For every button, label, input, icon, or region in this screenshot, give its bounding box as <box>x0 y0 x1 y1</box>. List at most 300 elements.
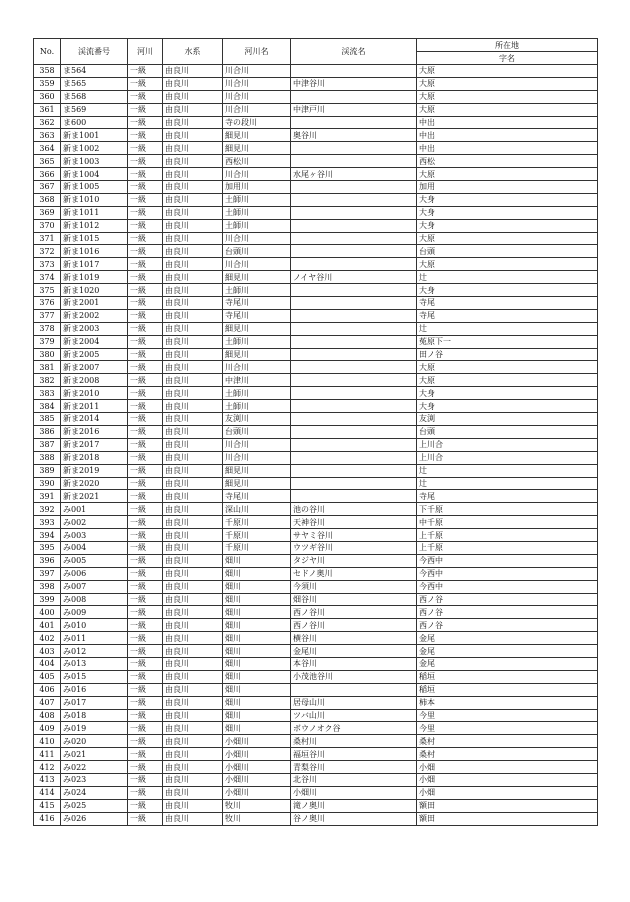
cell-stream-name: 水尾ヶ谷川 <box>291 168 417 181</box>
cell-stream-code: み004 <box>61 541 128 554</box>
cell-river-class: 一級 <box>128 748 163 761</box>
cell-river-name: 川合川 <box>223 451 291 464</box>
table-row <box>34 619 598 632</box>
cell-stream-code: 新ま2014 <box>61 413 128 426</box>
cell-river-class: 一級 <box>128 142 163 155</box>
cell-river-class: 一級 <box>128 490 163 503</box>
cell-stream-code: 新ま2003 <box>61 322 128 335</box>
cell-stream-code: ま564 <box>61 65 128 78</box>
cell-stream-name: 金尾川 <box>291 645 417 658</box>
cell-stream-name <box>291 245 417 258</box>
cell-stream-name <box>291 193 417 206</box>
cell-water-system: 由良川 <box>163 516 223 529</box>
cell-river-name: 友渕川 <box>223 413 291 426</box>
cell-river-class: 一級 <box>128 632 163 645</box>
cell-stream-name: 桑村川 <box>291 735 417 748</box>
cell-aza: 友渕 <box>417 413 598 426</box>
cell-stream-code: み006 <box>61 567 128 580</box>
cell-no: 391 <box>34 490 61 503</box>
cell-river-name: 畑川 <box>223 606 291 619</box>
cell-no: 405 <box>34 670 61 683</box>
cell-stream-name <box>291 683 417 696</box>
cell-stream-name <box>291 400 417 413</box>
table-row <box>34 632 598 645</box>
cell-stream-code: 新ま2007 <box>61 361 128 374</box>
cell-no: 392 <box>34 503 61 516</box>
table-row <box>34 271 598 284</box>
cell-water-system: 由良川 <box>163 619 223 632</box>
cell-stream-name: 小茂池谷川 <box>291 670 417 683</box>
cell-aza: 金尾 <box>417 645 598 658</box>
cell-water-system: 由良川 <box>163 219 223 232</box>
cell-river-class: 一級 <box>128 619 163 632</box>
cell-no: 403 <box>34 645 61 658</box>
cell-aza: 桑村 <box>417 735 598 748</box>
table-row <box>34 361 598 374</box>
cell-stream-code: 新ま1003 <box>61 155 128 168</box>
table-row <box>34 232 598 245</box>
cell-water-system: 由良川 <box>163 490 223 503</box>
cell-stream-name <box>291 348 417 361</box>
cell-river-name: 台頭川 <box>223 245 291 258</box>
cell-stream-code: 新ま2020 <box>61 477 128 490</box>
cell-river-class: 一級 <box>128 374 163 387</box>
cell-stream-code: み008 <box>61 593 128 606</box>
cell-no: 386 <box>34 425 61 438</box>
cell-river-class: 一級 <box>128 232 163 245</box>
cell-river-name: 細見川 <box>223 348 291 361</box>
cell-stream-name: 北谷川 <box>291 773 417 786</box>
cell-aza: 辻 <box>417 464 598 477</box>
cell-river-name: 小畑川 <box>223 748 291 761</box>
table-row <box>34 387 598 400</box>
cell-stream-name <box>291 155 417 168</box>
cell-no: 366 <box>34 168 61 181</box>
cell-water-system: 由良川 <box>163 90 223 103</box>
cell-river-name: 土師川 <box>223 206 291 219</box>
cell-aza: 西ノ谷 <box>417 619 598 632</box>
cell-no: 372 <box>34 245 61 258</box>
cell-water-system: 由良川 <box>163 593 223 606</box>
cell-stream-name: タジヤ川 <box>291 554 417 567</box>
cell-water-system: 由良川 <box>163 129 223 142</box>
cell-stream-code: み025 <box>61 799 128 812</box>
cell-river-name: 細見川 <box>223 129 291 142</box>
cell-river-class: 一級 <box>128 271 163 284</box>
table-row <box>34 322 598 335</box>
cell-water-system: 由良川 <box>163 567 223 580</box>
cell-river-name: 中津川 <box>223 374 291 387</box>
cell-stream-code: み018 <box>61 709 128 722</box>
cell-water-system: 由良川 <box>163 477 223 490</box>
cell-stream-code: み021 <box>61 748 128 761</box>
cell-water-system: 由良川 <box>163 387 223 400</box>
table-row <box>34 799 598 812</box>
cell-no: 414 <box>34 786 61 799</box>
cell-aza: 金尾 <box>417 657 598 670</box>
cell-no: 407 <box>34 696 61 709</box>
cell-stream-code: 新ま1005 <box>61 181 128 194</box>
cell-aza: 今西中 <box>417 554 598 567</box>
cell-river-name: 川合川 <box>223 168 291 181</box>
cell-stream-name <box>291 206 417 219</box>
cell-aza: 大身 <box>417 284 598 297</box>
cell-aza: 中出 <box>417 142 598 155</box>
cell-no: 400 <box>34 606 61 619</box>
cell-stream-name: ボウノオク谷 <box>291 722 417 735</box>
table-row <box>34 709 598 722</box>
cell-river-class: 一級 <box>128 799 163 812</box>
cell-river-name: 千原川 <box>223 529 291 542</box>
cell-aza: 大身 <box>417 219 598 232</box>
cell-no: 389 <box>34 464 61 477</box>
cell-water-system: 由良川 <box>163 748 223 761</box>
cell-river-name: 千原川 <box>223 541 291 554</box>
cell-river-name: 寺の段川 <box>223 116 291 129</box>
table-row <box>34 541 598 554</box>
header-river-class: 河川 <box>128 39 163 65</box>
cell-stream-code: 新ま2005 <box>61 348 128 361</box>
cell-river-name: 川合川 <box>223 258 291 271</box>
cell-no: 410 <box>34 735 61 748</box>
cell-river-name: 寺尾川 <box>223 297 291 310</box>
cell-no: 402 <box>34 632 61 645</box>
table-row <box>34 155 598 168</box>
cell-water-system: 由良川 <box>163 645 223 658</box>
cell-no: 398 <box>34 580 61 593</box>
cell-stream-code: 新ま2008 <box>61 374 128 387</box>
cell-stream-code: 新ま1017 <box>61 258 128 271</box>
cell-stream-code: 新ま1012 <box>61 219 128 232</box>
table-row <box>34 193 598 206</box>
cell-aza: 寺尾 <box>417 309 598 322</box>
cell-stream-name <box>291 490 417 503</box>
cell-stream-name <box>291 219 417 232</box>
cell-aza: 柿本 <box>417 696 598 709</box>
cell-aza: 西ノ谷 <box>417 606 598 619</box>
cell-river-name: 土師川 <box>223 335 291 348</box>
cell-river-class: 一級 <box>128 206 163 219</box>
cell-water-system: 由良川 <box>163 258 223 271</box>
cell-aza: 大原 <box>417 90 598 103</box>
cell-aza: 中出 <box>417 129 598 142</box>
cell-river-name: 畑川 <box>223 619 291 632</box>
cell-aza: 上川合 <box>417 451 598 464</box>
cell-stream-code: 新ま2010 <box>61 387 128 400</box>
cell-river-class: 一級 <box>128 503 163 516</box>
table-row <box>34 786 598 799</box>
cell-water-system: 由良川 <box>163 374 223 387</box>
cell-river-name: 細見川 <box>223 464 291 477</box>
table-row <box>34 593 598 606</box>
cell-river-name: 細見川 <box>223 142 291 155</box>
cell-water-system: 由良川 <box>163 155 223 168</box>
table-row <box>34 413 598 426</box>
cell-river-class: 一級 <box>128 529 163 542</box>
cell-water-system: 由良川 <box>163 529 223 542</box>
cell-river-class: 一級 <box>128 284 163 297</box>
cell-no: 383 <box>34 387 61 400</box>
cell-water-system: 由良川 <box>163 657 223 670</box>
cell-water-system: 由良川 <box>163 168 223 181</box>
cell-water-system: 由良川 <box>163 206 223 219</box>
cell-aza: 大原 <box>417 65 598 78</box>
cell-river-class: 一級 <box>128 451 163 464</box>
table-row <box>34 284 598 297</box>
cell-no: 415 <box>34 799 61 812</box>
table-row <box>34 103 598 116</box>
cell-water-system: 由良川 <box>163 65 223 78</box>
cell-aza: 小畑 <box>417 786 598 799</box>
cell-water-system: 由良川 <box>163 503 223 516</box>
cell-river-class: 一級 <box>128 477 163 490</box>
cell-water-system: 由良川 <box>163 554 223 567</box>
cell-stream-code: み009 <box>61 606 128 619</box>
header-aza: 字名 <box>417 52 598 65</box>
cell-stream-code: ま568 <box>61 90 128 103</box>
cell-stream-code: み015 <box>61 670 128 683</box>
cell-water-system: 由良川 <box>163 103 223 116</box>
cell-river-name: 小畑川 <box>223 761 291 774</box>
cell-river-class: 一級 <box>128 696 163 709</box>
cell-no: 416 <box>34 812 61 825</box>
cell-water-system: 由良川 <box>163 632 223 645</box>
cell-water-system: 由良川 <box>163 322 223 335</box>
cell-stream-name: 横谷川 <box>291 632 417 645</box>
table-row <box>34 400 598 413</box>
cell-river-name: 牧川 <box>223 799 291 812</box>
cell-aza: 今西中 <box>417 580 598 593</box>
table-row <box>34 258 598 271</box>
cell-aza: 台頭 <box>417 245 598 258</box>
cell-aza: 中出 <box>417 116 598 129</box>
stream-list-table <box>33 38 598 826</box>
cell-aza: 小畑 <box>417 761 598 774</box>
cell-no: 370 <box>34 219 61 232</box>
cell-river-class: 一級 <box>128 425 163 438</box>
cell-river-class: 一級 <box>128 348 163 361</box>
cell-stream-name: 西ノ谷川 <box>291 606 417 619</box>
cell-aza: 大原 <box>417 168 598 181</box>
cell-stream-code: み017 <box>61 696 128 709</box>
table-body <box>34 65 598 826</box>
cell-water-system: 由良川 <box>163 232 223 245</box>
cell-no: 360 <box>34 90 61 103</box>
cell-river-class: 一級 <box>128 90 163 103</box>
cell-stream-code: み013 <box>61 657 128 670</box>
cell-no: 373 <box>34 258 61 271</box>
cell-water-system: 由良川 <box>163 451 223 464</box>
cell-river-class: 一級 <box>128 670 163 683</box>
cell-river-class: 一級 <box>128 786 163 799</box>
cell-no: 363 <box>34 129 61 142</box>
cell-no: 394 <box>34 529 61 542</box>
cell-water-system: 由良川 <box>163 400 223 413</box>
cell-no: 365 <box>34 155 61 168</box>
cell-stream-code: ま569 <box>61 103 128 116</box>
table-row <box>34 683 598 696</box>
cell-no: 388 <box>34 451 61 464</box>
cell-river-class: 一級 <box>128 181 163 194</box>
cell-stream-code: み002 <box>61 516 128 529</box>
cell-river-name: 細見川 <box>223 322 291 335</box>
cell-water-system: 由良川 <box>163 606 223 619</box>
cell-water-system: 由良川 <box>163 761 223 774</box>
cell-water-system: 由良川 <box>163 696 223 709</box>
cell-aza: 稲垣 <box>417 683 598 696</box>
cell-stream-name: ノイヤ谷川 <box>291 271 417 284</box>
cell-aza: 大身 <box>417 387 598 400</box>
cell-no: 380 <box>34 348 61 361</box>
cell-no: 378 <box>34 322 61 335</box>
table-row <box>34 477 598 490</box>
table-row <box>34 206 598 219</box>
cell-river-name: 畑川 <box>223 709 291 722</box>
cell-stream-code: 新ま2021 <box>61 490 128 503</box>
table-row <box>34 168 598 181</box>
cell-water-system: 由良川 <box>163 670 223 683</box>
cell-no: 385 <box>34 413 61 426</box>
cell-river-name: 畑川 <box>223 722 291 735</box>
table-row <box>34 567 598 580</box>
cell-aza: 今里 <box>417 709 598 722</box>
cell-stream-name <box>291 116 417 129</box>
cell-stream-code: 新ま2019 <box>61 464 128 477</box>
cell-no: 408 <box>34 709 61 722</box>
cell-river-class: 一級 <box>128 413 163 426</box>
table-row <box>34 451 598 464</box>
cell-stream-name <box>291 335 417 348</box>
cell-river-name: 小畑川 <box>223 773 291 786</box>
cell-no: 371 <box>34 232 61 245</box>
cell-aza: 大原 <box>417 77 598 90</box>
cell-water-system: 由良川 <box>163 722 223 735</box>
header-location: 所在地 <box>417 39 598 52</box>
cell-stream-name <box>291 322 417 335</box>
cell-stream-code: み019 <box>61 722 128 735</box>
table-row <box>34 645 598 658</box>
cell-water-system: 由良川 <box>163 683 223 696</box>
cell-river-name: 深山川 <box>223 503 291 516</box>
cell-river-name: 土師川 <box>223 219 291 232</box>
cell-aza: 今里 <box>417 722 598 735</box>
cell-no: 361 <box>34 103 61 116</box>
table-row <box>34 374 598 387</box>
table-row <box>34 606 598 619</box>
cell-water-system: 由良川 <box>163 580 223 593</box>
cell-stream-name <box>291 258 417 271</box>
cell-river-name: 土師川 <box>223 284 291 297</box>
cell-stream-name: 本谷川 <box>291 657 417 670</box>
cell-aza: 下千原 <box>417 503 598 516</box>
cell-river-class: 一級 <box>128 812 163 825</box>
cell-river-name: 西松川 <box>223 155 291 168</box>
cell-no: 412 <box>34 761 61 774</box>
cell-river-class: 一級 <box>128 761 163 774</box>
table-row <box>34 812 598 825</box>
cell-river-name: 川合川 <box>223 103 291 116</box>
cell-water-system: 由良川 <box>163 425 223 438</box>
table-row <box>34 245 598 258</box>
cell-river-name: 千原川 <box>223 516 291 529</box>
cell-water-system: 由良川 <box>163 773 223 786</box>
table-row <box>34 761 598 774</box>
cell-water-system: 由良川 <box>163 438 223 451</box>
cell-no: 381 <box>34 361 61 374</box>
cell-stream-code: 新ま2004 <box>61 335 128 348</box>
cell-river-class: 一級 <box>128 438 163 451</box>
cell-no: 384 <box>34 400 61 413</box>
cell-aza: 金尾 <box>417 632 598 645</box>
cell-river-class: 一級 <box>128 735 163 748</box>
cell-river-class: 一級 <box>128 65 163 78</box>
cell-no: 377 <box>34 309 61 322</box>
cell-river-class: 一級 <box>128 297 163 310</box>
cell-river-name: 畑川 <box>223 696 291 709</box>
cell-river-class: 一級 <box>128 580 163 593</box>
cell-stream-name: ウツギ谷川 <box>291 541 417 554</box>
header-stream-name: 渓流名 <box>291 39 417 65</box>
table-row <box>34 490 598 503</box>
cell-no: 367 <box>34 181 61 194</box>
table-row <box>34 773 598 786</box>
cell-stream-name <box>291 425 417 438</box>
cell-stream-name <box>291 90 417 103</box>
cell-river-name: 畑川 <box>223 580 291 593</box>
cell-stream-name: 小畑川 <box>291 786 417 799</box>
cell-river-class: 一級 <box>128 155 163 168</box>
cell-stream-code: み023 <box>61 773 128 786</box>
table-row <box>34 116 598 129</box>
cell-no: 368 <box>34 193 61 206</box>
cell-river-class: 一級 <box>128 606 163 619</box>
header-stream-code: 渓流番号 <box>61 39 128 65</box>
cell-river-class: 一級 <box>128 335 163 348</box>
cell-no: 382 <box>34 374 61 387</box>
cell-stream-name <box>291 297 417 310</box>
cell-aza: 菟原下一 <box>417 335 598 348</box>
cell-river-class: 一級 <box>128 103 163 116</box>
table-row <box>34 335 598 348</box>
cell-stream-code: 新ま1010 <box>61 193 128 206</box>
cell-aza: 辻 <box>417 271 598 284</box>
cell-river-class: 一級 <box>128 683 163 696</box>
cell-stream-code: 新ま1004 <box>61 168 128 181</box>
cell-no: 411 <box>34 748 61 761</box>
cell-no: 374 <box>34 271 61 284</box>
cell-water-system: 由良川 <box>163 464 223 477</box>
cell-stream-code: み022 <box>61 761 128 774</box>
cell-no: 413 <box>34 773 61 786</box>
cell-stream-code: 新ま2001 <box>61 297 128 310</box>
table-row <box>34 438 598 451</box>
cell-water-system: 由良川 <box>163 812 223 825</box>
cell-stream-name: ツバ山川 <box>291 709 417 722</box>
cell-no: 393 <box>34 516 61 529</box>
cell-stream-code: 新ま1015 <box>61 232 128 245</box>
table-row <box>34 181 598 194</box>
cell-stream-name: 福垣谷川 <box>291 748 417 761</box>
cell-river-name: 畑川 <box>223 645 291 658</box>
cell-river-class: 一級 <box>128 464 163 477</box>
cell-stream-name <box>291 142 417 155</box>
header-no: No. <box>34 39 61 65</box>
table-row <box>34 735 598 748</box>
cell-stream-code: ま565 <box>61 77 128 90</box>
cell-water-system: 由良川 <box>163 181 223 194</box>
cell-aza: 寺尾 <box>417 297 598 310</box>
table-row <box>34 722 598 735</box>
